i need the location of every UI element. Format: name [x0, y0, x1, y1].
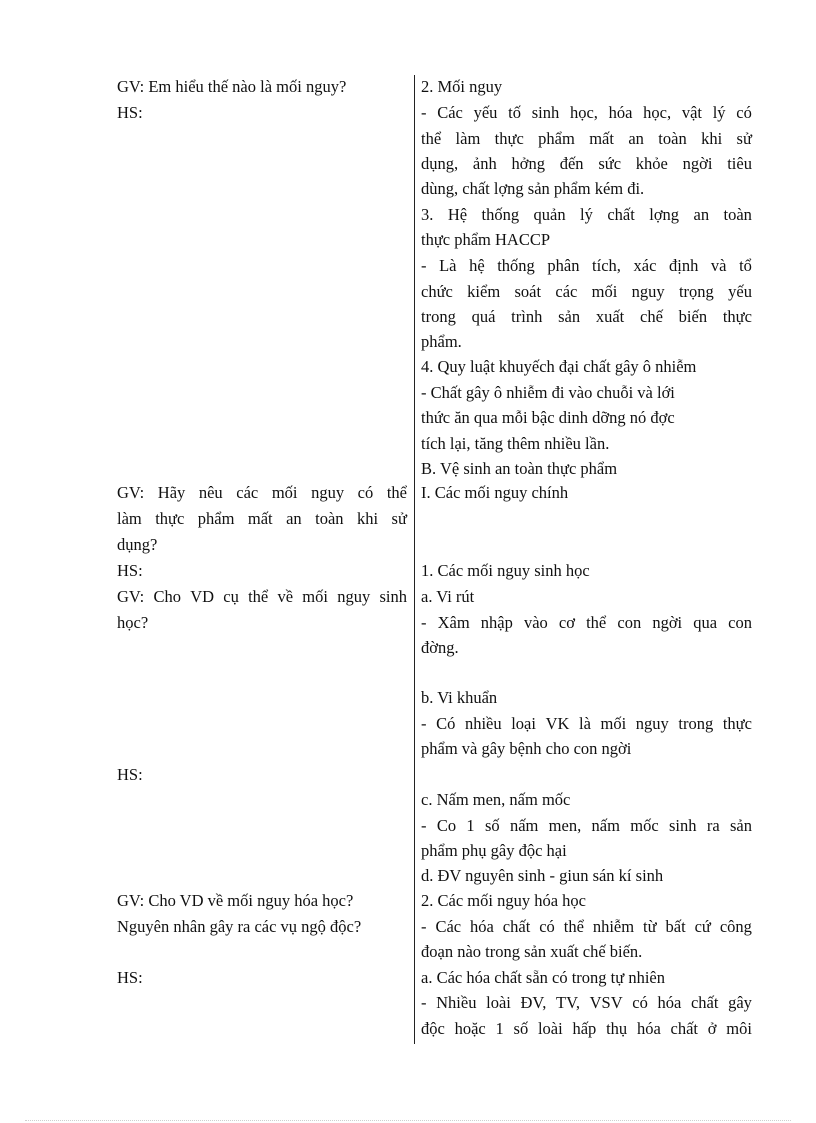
- word: qua: [693, 613, 718, 632]
- word: quản: [533, 205, 566, 224]
- word: thể: [248, 587, 269, 606]
- right-text-line: [421, 816, 752, 836]
- left-text-line: GV: Em hiểu thế nào là mối nguy?: [117, 77, 347, 96]
- word: sản: [558, 307, 581, 326]
- word: VK: [545, 714, 570, 733]
- word: xuất: [595, 307, 625, 326]
- word: dụng,: [421, 154, 459, 173]
- word: sản: [729, 816, 752, 835]
- right-text-line: [421, 154, 752, 174]
- word: các: [236, 483, 259, 502]
- left-text-line: dụng?: [117, 535, 158, 554]
- word: thể: [563, 917, 584, 936]
- word: sinh: [379, 587, 407, 606]
- word: nhiều: [464, 714, 502, 733]
- word: bất: [665, 917, 686, 936]
- word: chức: [421, 282, 453, 301]
- right-text-line: d. ĐV nguyên sinh - giun sán kí sinh: [421, 866, 664, 885]
- word: khỏe: [635, 154, 668, 173]
- left-text-line: học?: [117, 613, 149, 632]
- right-text-line: [421, 917, 752, 937]
- right-text-line: [421, 1019, 752, 1039]
- word: tích,: [592, 256, 621, 275]
- word: xác: [633, 256, 657, 275]
- right-text-line: [421, 307, 752, 327]
- right-text-line: [421, 613, 752, 633]
- word: con: [617, 613, 642, 632]
- word: lợng: [649, 205, 680, 224]
- word: ảnh: [472, 154, 497, 173]
- right-text-line: [421, 205, 752, 225]
- word: toàn: [658, 129, 687, 148]
- word: cơ: [558, 613, 575, 632]
- word: 3.: [421, 205, 434, 224]
- word: trong: [421, 307, 456, 326]
- word: kiểm: [467, 282, 501, 301]
- word: cụ: [223, 587, 239, 606]
- word: yếu: [728, 282, 752, 301]
- word: cứ: [694, 917, 711, 936]
- word: hóa: [470, 917, 494, 936]
- word: hóa: [636, 1019, 661, 1038]
- left-text-line: GV: Cho VD về mối nguy hóa học?: [117, 891, 354, 910]
- right-text-line: dùng, chất lợng sản phẩm kém đi.: [421, 179, 645, 198]
- word: nguy: [631, 282, 665, 301]
- word: thống: [481, 205, 520, 224]
- word: phẩm: [197, 509, 235, 528]
- right-text-line: đoạn nào trong sản xuất chế biến.: [421, 942, 643, 961]
- word: thể: [421, 129, 442, 148]
- word: loài: [486, 993, 511, 1012]
- word: trong: [678, 714, 714, 733]
- word: có: [736, 103, 752, 122]
- right-text-line: thức ăn qua mỗi bậc dinh dỡng nó đợc: [421, 408, 675, 427]
- right-text-line: 4. Quy luật khuyếch đại chất gây ô nhiễm: [421, 357, 697, 376]
- word: -: [421, 256, 427, 275]
- word: có: [357, 483, 374, 502]
- word: lý: [712, 103, 726, 122]
- word: hoặc: [454, 1019, 486, 1038]
- word: các: [555, 282, 578, 301]
- word: khi: [701, 129, 723, 148]
- right-text-line: b. Vi khuẩn: [421, 688, 498, 707]
- word: 1: [466, 816, 475, 835]
- word: ĐV,: [520, 993, 547, 1012]
- word: Co: [436, 816, 457, 835]
- word: số: [513, 1019, 529, 1038]
- left-text-line: [117, 509, 407, 529]
- right-text-line: tích lại, tăng thêm nhiều lần.: [421, 434, 610, 453]
- word: thống: [497, 256, 535, 275]
- word: công: [719, 917, 752, 936]
- word: có: [539, 917, 555, 936]
- word: Xâm: [437, 613, 470, 632]
- word: yếu: [473, 103, 498, 122]
- right-text-line: I. Các mối nguy chính: [421, 483, 569, 502]
- word: biến: [678, 307, 708, 326]
- word: khi: [357, 509, 379, 528]
- word: men,: [548, 816, 582, 835]
- right-text-line: [421, 256, 752, 276]
- word: hấp: [572, 1019, 597, 1038]
- word: Hệ: [447, 205, 468, 224]
- word: trọng: [678, 282, 714, 301]
- word: chế: [640, 307, 663, 326]
- word: học,: [643, 103, 672, 122]
- right-text-line: [421, 714, 752, 734]
- right-text-line: 2. Mối nguy: [421, 77, 503, 96]
- word: toàn: [315, 509, 344, 528]
- word: tiêu: [727, 154, 752, 173]
- word: làm: [455, 129, 481, 148]
- word: chất: [670, 1019, 699, 1038]
- word: 1: [495, 1019, 504, 1038]
- right-text-line: [421, 103, 752, 123]
- right-text-line: c. Nấm men, nấm mốc: [421, 790, 571, 809]
- right-text-line: [421, 993, 752, 1013]
- word: chất: [690, 993, 719, 1012]
- word: -: [421, 993, 427, 1012]
- word: chất: [607, 205, 635, 224]
- word: sinh: [531, 103, 560, 122]
- word: số: [484, 816, 500, 835]
- word: định: [668, 256, 699, 275]
- word: mối: [271, 483, 298, 502]
- word: thực: [494, 129, 524, 148]
- word: ở: [707, 1019, 717, 1038]
- word: mối: [600, 714, 627, 733]
- word: thể: [586, 613, 607, 632]
- word: -: [421, 103, 427, 122]
- word: thể: [386, 483, 407, 502]
- word: độc: [421, 1019, 445, 1038]
- word: -: [421, 917, 427, 936]
- word: sử: [736, 129, 752, 148]
- word: an: [693, 205, 710, 224]
- word: Nhiều: [436, 993, 477, 1012]
- word: phẩm: [538, 129, 575, 148]
- word: loại: [511, 714, 536, 733]
- word: VD: [190, 587, 215, 606]
- word: Là: [439, 256, 457, 275]
- word: học,: [569, 103, 598, 122]
- left-text-line: [117, 587, 407, 607]
- word: trình: [511, 307, 543, 326]
- word: thực: [155, 509, 185, 528]
- right-text-line: phẩm phụ gây độc hại: [421, 841, 567, 860]
- word: có: [632, 993, 648, 1012]
- word: nấm: [591, 816, 620, 835]
- word: thực: [722, 307, 752, 326]
- word: ra: [706, 816, 720, 835]
- word: mất: [247, 509, 273, 528]
- word: mối: [302, 587, 328, 606]
- word: Các: [437, 103, 463, 122]
- word: Có: [436, 714, 456, 733]
- right-text-line: thực phẩm HACCP: [421, 230, 551, 249]
- word: con: [728, 613, 752, 632]
- word: môi: [726, 1019, 752, 1038]
- word: TV,: [555, 993, 580, 1012]
- word: nguy: [635, 714, 669, 733]
- right-text-line: - Chất gây ô nhiễm đi vào chuỗi và lới: [421, 383, 675, 402]
- word: và: [710, 256, 727, 275]
- word: hởng: [511, 154, 545, 173]
- right-text-line: B. Vệ sinh an toàn thực phẩm: [421, 459, 618, 478]
- left-text-line: [117, 483, 407, 503]
- word: về: [277, 587, 294, 606]
- word: -: [421, 613, 427, 632]
- left-text-line: HS:: [117, 765, 143, 784]
- right-text-line: 2. Các mối nguy hóa học: [421, 891, 586, 910]
- left-text-line: HS:: [117, 103, 143, 122]
- word: tổ: [739, 256, 752, 275]
- word: vào: [523, 613, 548, 632]
- word: -: [421, 714, 427, 733]
- left-text-line: HS:: [117, 561, 143, 580]
- word: GV:: [117, 483, 145, 502]
- word: sức: [598, 154, 622, 173]
- word: an: [628, 129, 644, 148]
- word: soát: [514, 282, 542, 301]
- word: mất: [589, 129, 614, 148]
- word: nhập: [480, 613, 513, 632]
- right-text-line: 1. Các mối nguy sinh học: [421, 561, 590, 580]
- word: lý: [580, 205, 593, 224]
- right-text-line: [421, 282, 752, 302]
- left-text-line: Nguyên nhân gây ra các vụ ngộ độc?: [117, 917, 362, 936]
- word: GV:: [117, 587, 145, 606]
- word: phân: [547, 256, 580, 275]
- word: thụ: [606, 1019, 628, 1038]
- word: từ: [643, 917, 657, 936]
- right-text-line: [421, 129, 752, 149]
- right-text-line: a. Vi rút: [421, 587, 475, 606]
- word: Cho: [153, 587, 181, 606]
- word: nguy: [311, 483, 345, 502]
- word: VSV: [589, 993, 623, 1012]
- word: ngời: [682, 154, 713, 173]
- word: làm: [117, 509, 142, 528]
- word: hệ: [469, 256, 485, 275]
- word: hóa: [608, 103, 633, 122]
- word: -: [421, 816, 427, 835]
- word: toàn: [723, 205, 752, 224]
- word: hóa: [657, 993, 682, 1012]
- word: ngời: [652, 613, 683, 632]
- right-text-line: a. Các hóa chất sẵn có trong tự nhiên: [421, 968, 665, 987]
- right-text-line: phẩm.: [421, 332, 462, 351]
- word: an: [286, 509, 302, 528]
- word: sinh: [669, 816, 697, 835]
- word: nấm: [509, 816, 539, 835]
- word: nguy: [337, 587, 371, 606]
- word: thực: [722, 714, 752, 733]
- word: đến: [559, 154, 584, 173]
- word: tố: [508, 103, 521, 122]
- word: là: [579, 714, 591, 733]
- word: nhiễm: [592, 917, 635, 936]
- left-text-line: HS:: [117, 968, 143, 987]
- right-text-line: phẩm và gây bệnh cho con ngời: [421, 739, 632, 758]
- word: chất: [502, 917, 531, 936]
- word: sử: [391, 509, 407, 528]
- word: gây: [728, 993, 752, 1012]
- word: loài: [537, 1019, 563, 1038]
- right-text-line: đờng.: [421, 638, 459, 657]
- word: vật: [681, 103, 702, 122]
- word: mối: [591, 282, 618, 301]
- word: mốc: [630, 816, 659, 835]
- column-divider: [414, 75, 415, 1044]
- word: nêu: [198, 483, 223, 502]
- word: quá: [471, 307, 496, 326]
- word: Hãy: [157, 483, 186, 502]
- word: Các: [435, 917, 462, 936]
- page-bottom-border: [25, 1120, 791, 1121]
